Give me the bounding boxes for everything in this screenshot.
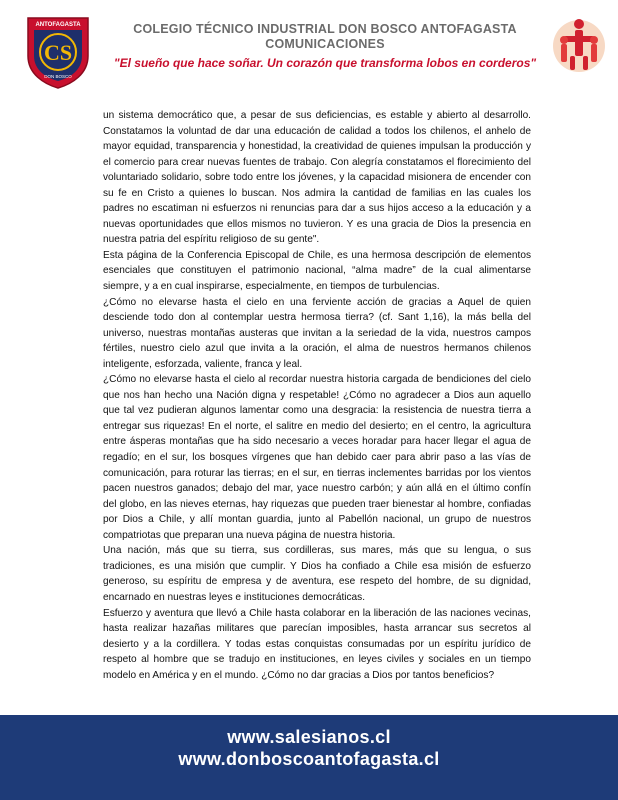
article-body <box>103 108 531 683</box>
paragraph: un sistema democrático que, a pesar de sus deficiencias, es estable y abierto al desarrollo. Constatamos la voluntad de dar una educación de calidad a todos los chilenos, el anhelo de mayor equidad, transparencia y honestidad, la creatividad de quienes impulsan la producción y el comercio para crear nuevas fuentes de trabajo. Con alegría constatamos el florecimiento del voluntariado solidario, sobre todo entre los jóvenes, y la capacidad misionera de encender con su fe en Cristo a quienes lo buscan. Nos admira la cantidad de familias en las cuales los padres no escatiman ni esfuerzos ni renuncias para dar a sus hijos acceso a la educación y a nuevas oportunidades que ellos mismos no tuvieron. Y es una gracia de Dios la presencia en nuestra patria del espíritu religioso de su gente". <box>103 110 531 246</box>
paragraph: Esfuerzo y aventura que llevó a Chile hasta colaborar en la liberación de las naciones vecinas, hasta realizar hazañas militares que parecían imposibles, hasta arrancar sus secretos al desierto y a la cordillera. Y todas estas conquistas consumadas por un espíritu jurídico de respeto al hombre que se tradujo en instituciones, en leyes civiles y sociales en un tiempo modelo en América y en el mundo. ¿Cómo no dar gracias a Dios por tantos beneficios? <box>103 607 531 681</box>
page-footer <box>0 715 618 800</box>
footer-url-salesianos[interactable]: www.salesianos.cl <box>227 727 391 747</box>
school-name: COLEGIO TÉCNICO INDUSTRIAL DON BOSCO ANTOFAGASTA <box>133 22 517 36</box>
footer-url-donbosco[interactable]: www.donboscoantofagasta.cl <box>178 749 440 769</box>
paragraph: Una nación, más que su tierra, sus cordilleras, sus mares, más que su lengua, o sus tradiciones, es una misión que cumplir. Y Dios ha confiado a Chile esa misión de esfuerzo generoso, su espíritu de empresa y de aventura, ese respeto del hombre, de su dignidad, encarnado en nuestras leyes e instituciones democráticas. <box>103 545 531 603</box>
school-motto: "El sueño que hace soñar. Un corazón que transforma lobos en corderos" <box>113 56 537 70</box>
crest-bottom-text: DON BOSCO <box>44 74 72 79</box>
crest-initials: CS <box>43 40 73 65</box>
department-title: COMUNICACIONES <box>265 37 385 51</box>
crest-top-text: ANTOFAGASTA <box>35 22 81 28</box>
paragraph: Esta página de la Conferencia Episcopal de Chile, es una hermosa descripción de elementos esenciales que constituyen el patrimonio nacional, “alma madre” de la cual alimentarse siempre, y a en cual inspirarse, especialmente, en tiempos de turbulencias. <box>103 249 531 293</box>
school-crest-logo <box>24 14 92 90</box>
page-header <box>0 0 618 100</box>
header-titles <box>95 22 555 72</box>
salesian-family-logo <box>550 12 608 82</box>
paragraph: ¿Cómo no elevarse hasta el cielo al recordar nuestra historia cargada de bendiciones del cielo que nos han hecho una Nación digna y respetable! ¿Cómo no agradecer a Dios aun aquello que tal vez pudieran algunos lamentar como una desgracia: la resistencia de nuestra tierra a entregar sus riquezas! En el norte, el salitre en medio del desierto; en el centro, la agricultura entre ásperas montañas que ha sido necesario a veces horadar para hacer llegar el agua de regadío; en el sur, los bosques vírgenes que han debido caer para abrir paso a las vías de comunicación, para roturar las tierras; en el sur, en tierras inclementes barridas por los vientos pacen nuestros ganados; debajo del mar, yace nuestro carbón; y aún allá en el último confín del globo, en las nieves eternas, hay riquezas que pueden traer bienestar al hombre, confiadas por Dios a Chile, y allí montan guardia, junto al Pabellón nacional, un grupo de nuestros compatriotas que preparan una nueva página de nuestra historia. <box>103 374 531 541</box>
paragraph: ¿Cómo no elevarse hasta el cielo en una ferviente acción de gracias a Aquel de quien desciende todo don al contemplar uestra hermosa tierra? (cf. Sant 1,16), la más bella del universo, nuestras montañas austeras que invitan a la seriedad de la vida, nuestros campos fértiles, nuestro cielo azul que invita a la oración, el alma de nuestros hermanos chilenos inteligente, esforzada, valiente, franca y leal. <box>103 296 531 370</box>
